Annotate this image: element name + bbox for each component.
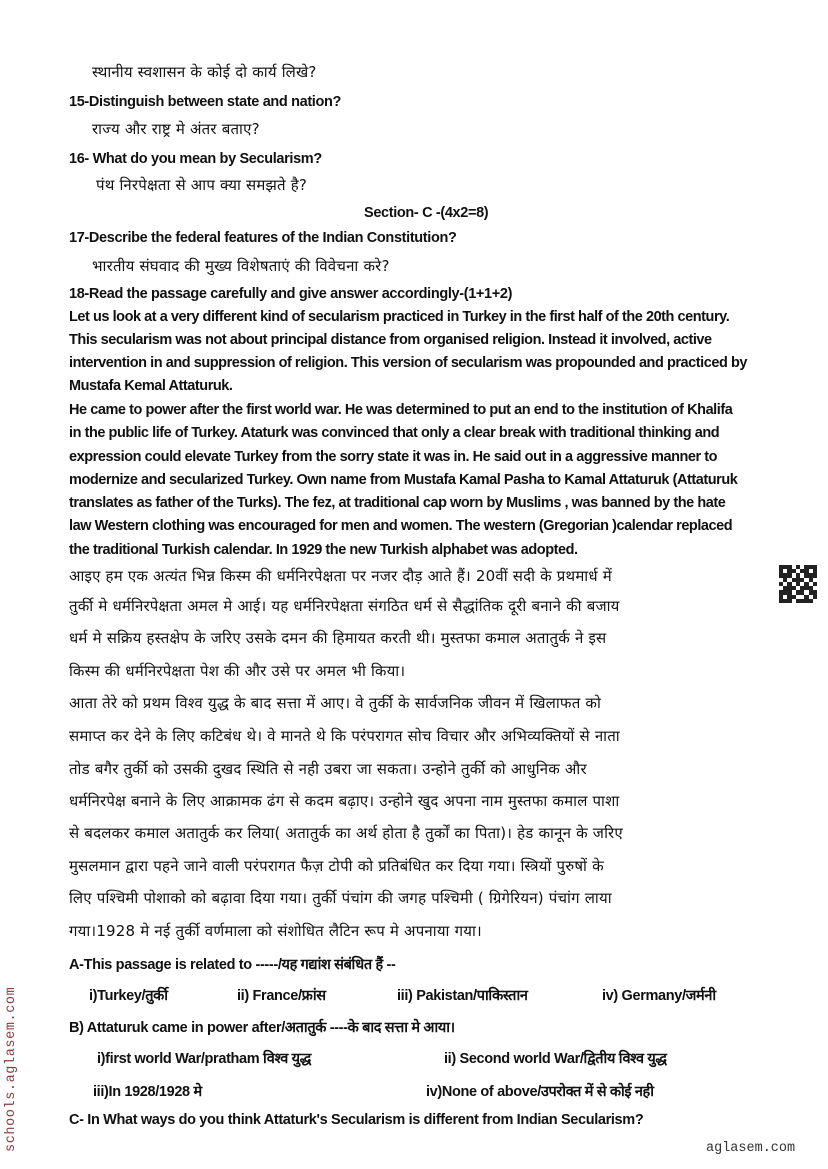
option-a-iv: iv) Germany/जर्मनी [602, 988, 716, 1004]
option-b-iii: iii)In 1928/1928 मे [93, 1084, 202, 1100]
passage-line: translates as father of the Turks). The fez, at traditional cap worn by Muslims , was banned by the hate [69, 495, 726, 511]
passage-line: expression could elevate Turkey from the sorry state it was in. He said out in a aggressive manner to [69, 449, 718, 465]
passage-line: लिए पश्चिमी पोशाको को बढ़ावा दिया गया। तुर्की पंचांग की जगह पश्चिमी ( ग्रिगेरियन) पंचांग लाया [69, 889, 612, 907]
passage-line: धर्मनिरपेक्ष बनाने के लिए आक्रामक ढंग से कदम बढ़ाए। उन्होने खुद अपना नाम मुस्तफा कमाल पाशा [69, 792, 620, 810]
question-15-hindi: राज्य और राष्ट्र मे अंतर बताए? [92, 120, 260, 138]
section-heading: Section- C -(4x2=8) [364, 205, 489, 221]
question-17-hindi: भारतीय संघवाद की मुख्य विशेषताएं की विवेचना करे? [92, 257, 390, 275]
option-b-iv: iv)None of above/उपरोक्त में से कोई नही [426, 1084, 654, 1100]
passage-line: Mustafa Kemal Attaturuk. [69, 378, 233, 394]
passage-line: से बदलकर कमाल अतातुर्क कर लिया( अतातुर्क का अर्थ होता है तुर्कों का पिता)। हेड कानून के जरिए [69, 824, 623, 842]
passage-line: in the public life of Turkey. Ataturk was convinced that only a clear break with traditional thinking and [69, 425, 720, 441]
passage-line: intervention in and suppression of religion. This version of secularism was propounded and practiced by [69, 355, 747, 371]
passage-line: law Western clothing was encouraged for men and women. The western (Gregorian )calendar replaced [69, 518, 733, 534]
passage-line: धर्म मे सक्रिय हस्तक्षेप के जरिए उसके दमन की हिमायत करती थी। मुस्तफा कमाल अतातुर्क ने इस [69, 629, 607, 647]
passage-line: तोड बगैर तुर्की को उसकी दुखद स्थिति से नही उबरा जा सकता। उन्होने तुर्की को आधुनिक और [69, 760, 587, 778]
passage-line: This secularism was not about principal distance from organised religion. Instead it involved, active [69, 332, 712, 348]
question-16-hindi: पंथ निरपेक्षता से आप क्या समझते है? [96, 176, 308, 194]
passage-line: तुर्की मे धर्मनिरपेक्षता अमल मे आई। यह धर्मनिरपेक्षता संगठित धर्म से सैद्धांतिक दूरी बनाने की बजाय [69, 597, 620, 615]
option-b-i: i)first world War/pratham विश्व युद्ध [97, 1051, 311, 1067]
question-15-english: 15-Distinguish between state and nation? [69, 94, 342, 110]
qr-code-icon [779, 565, 817, 603]
passage-line: He came to power after the first world war. He was determined to put an end to the institution of Khalifa [69, 402, 733, 418]
passage-line: मुसलमान द्वारा पहने जाने वाली परंपरागत फैज़ टोपी को प्रतिबंधित कर दिया गया। स्त्रियों पुरुषों के [69, 857, 604, 875]
option-a-ii: ii) France/फ्रांस [237, 988, 326, 1004]
subquestion-b-prompt: B) Attaturuk came in power after/अतातुर्क ----के बाद सत्ता मे आया। [69, 1020, 455, 1036]
passage-line: किस्म की धर्मनिरपेक्षता पेश की और उसे पर अमल भी किया। [69, 662, 406, 680]
question-16-english: 16- What do you mean by Secularism? [69, 151, 322, 167]
passage-line: समाप्त कर देने के लिए कटिबंध थे। वे मानते थे कि परंपरागत सोच विचार और अभिव्यक्तियों से नाता [69, 727, 620, 745]
side-watermark: schools.aglasem.com [4, 986, 19, 1152]
subquestion-a-prompt: A-This passage is related to -----/यह गद्यांश संबंधित हैं -- [69, 957, 396, 973]
option-a-iii: iii) Pakistan/पाकिस्तान [397, 988, 528, 1004]
passage-line: modernize and secularized Turkey. Own name from Mustafa Kamal Pasha to Kamal Attaturuk (Attaturuk [69, 472, 738, 488]
subquestion-c-prompt: C- In What ways do you think Attaturk's Secularism is different from Indian Secularism? [69, 1112, 644, 1128]
bottom-watermark: aglasem.com [706, 1141, 796, 1156]
passage-line: Let us look at a very different kind of secularism practiced in Turkey in the first half of the 20th century. [69, 309, 730, 325]
question-14-hindi: स्थानीय स्वशासन के कोई दो कार्य लिखे? [92, 63, 317, 81]
option-b-ii: ii) Second world War/द्वितीय विश्व युद्ध [444, 1051, 667, 1067]
option-a-i: i)Turkey/तुर्की [89, 988, 168, 1004]
question-18-heading: 18-Read the passage carefully and give answer accordingly-(1+1+2) [69, 286, 513, 302]
passage-line: गया।1928 मे नई तुर्की वर्णमाला को संशोधित लैटिन रूप मे अपनाया गया। [69, 922, 482, 940]
passage-line: आइए हम एक अत्यंत भिन्न किस्म की धर्मनिरपेक्षता पर नजर दौड़ आते हैं। 20वीं सदी के प्रथमार्ध में [69, 567, 612, 585]
passage-line: the traditional Turkish calendar. In 1929 the new Turkish alphabet was adopted. [69, 542, 578, 558]
question-17-english: 17-Describe the federal features of the Indian Constitution? [69, 230, 457, 246]
passage-line: आता तेरे को प्रथम विश्व युद्ध के बाद सत्ता में आए। वे तुर्की के सार्वजनिक जीवन में खिलाफत को [69, 694, 602, 712]
